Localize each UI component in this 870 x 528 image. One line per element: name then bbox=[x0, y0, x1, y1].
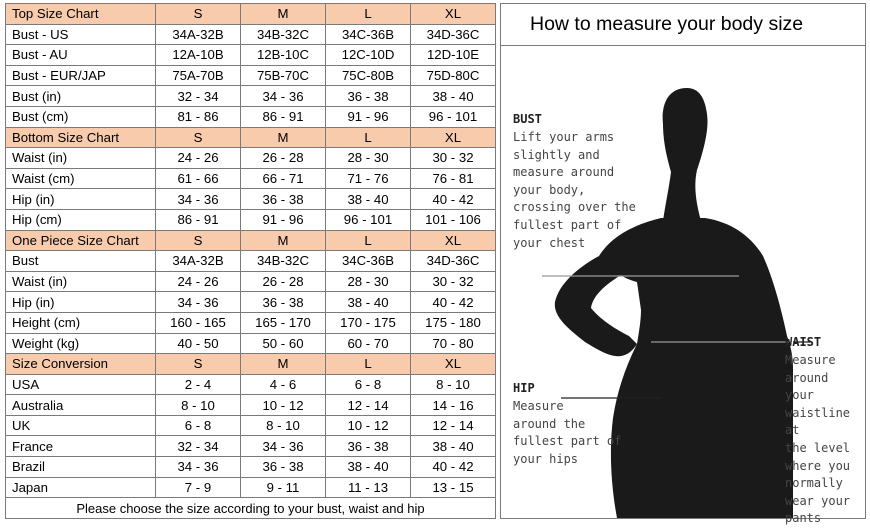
table-row bbox=[6, 395, 496, 416]
size-chart-body bbox=[6, 4, 496, 519]
size-value-cell: 26 - 28 bbox=[241, 148, 326, 169]
size-value-cell: 40 - 42 bbox=[411, 189, 496, 210]
row-label: Waist (cm) bbox=[6, 168, 156, 189]
row-label: Bust - EUR/JAP bbox=[6, 65, 156, 86]
row-label: UK bbox=[6, 415, 156, 436]
size-value-cell: 66 - 71 bbox=[241, 168, 326, 189]
size-value-cell: 40 - 50 bbox=[156, 333, 241, 354]
size-value-cell: 36 - 38 bbox=[326, 436, 411, 457]
table-row bbox=[6, 106, 496, 127]
size-header-xl: XL bbox=[411, 354, 496, 375]
size-value-cell: 40 - 42 bbox=[411, 457, 496, 478]
footer-note: Please choose the size according to your bust, waist and hip bbox=[6, 498, 496, 519]
table-row bbox=[6, 457, 496, 478]
row-label: Height (cm) bbox=[6, 312, 156, 333]
size-value-cell: 12 - 14 bbox=[326, 395, 411, 416]
footer-row bbox=[6, 498, 496, 519]
row-label: Bust (cm) bbox=[6, 106, 156, 127]
size-value-cell: 75D-80C bbox=[411, 65, 496, 86]
size-value-cell: 14 - 16 bbox=[411, 395, 496, 416]
size-value-cell: 86 - 91 bbox=[241, 106, 326, 127]
size-value-cell: 32 - 34 bbox=[156, 436, 241, 457]
size-header-xl: XL bbox=[411, 4, 496, 25]
table-row bbox=[6, 271, 496, 292]
size-header-xl: XL bbox=[411, 230, 496, 251]
row-label: Hip (in) bbox=[6, 189, 156, 210]
table-row bbox=[6, 168, 496, 189]
table-row bbox=[6, 312, 496, 333]
size-value-cell: 101 - 106 bbox=[411, 209, 496, 230]
size-value-cell: 175 - 180 bbox=[411, 312, 496, 333]
size-value-cell: 75B-70C bbox=[241, 65, 326, 86]
size-value-cell: 76 - 81 bbox=[411, 168, 496, 189]
size-chart-table bbox=[5, 3, 496, 519]
size-value-cell: 34 - 36 bbox=[156, 189, 241, 210]
size-value-cell: 13 - 15 bbox=[411, 477, 496, 498]
row-label: Japan bbox=[6, 477, 156, 498]
size-value-cell: 50 - 60 bbox=[241, 333, 326, 354]
size-value-cell: 70 - 80 bbox=[411, 333, 496, 354]
size-header-m: M bbox=[241, 127, 326, 148]
table-row bbox=[6, 24, 496, 45]
table-row bbox=[6, 292, 496, 313]
size-value-cell: 36 - 38 bbox=[241, 457, 326, 478]
size-value-cell: 34C-36B bbox=[326, 251, 411, 272]
table-row bbox=[6, 148, 496, 169]
size-header-l: L bbox=[326, 4, 411, 25]
size-header-xl: XL bbox=[411, 127, 496, 148]
table-row bbox=[6, 477, 496, 498]
section-header-row bbox=[6, 127, 496, 148]
row-label: Waist (in) bbox=[6, 148, 156, 169]
size-value-cell: 34 - 36 bbox=[241, 436, 326, 457]
size-value-cell: 34 - 36 bbox=[156, 292, 241, 313]
size-header-s: S bbox=[156, 354, 241, 375]
size-value-cell: 12D-10E bbox=[411, 45, 496, 66]
waist-instructions: Measure around your waistline at the level where you normally wear your pants bbox=[785, 353, 851, 526]
size-value-cell: 2 - 4 bbox=[156, 374, 241, 395]
size-value-cell: 34D-36C bbox=[411, 24, 496, 45]
size-header-s: S bbox=[156, 230, 241, 251]
size-value-cell: 36 - 38 bbox=[241, 189, 326, 210]
row-label: Australia bbox=[6, 395, 156, 416]
size-value-cell: 36 - 38 bbox=[326, 86, 411, 107]
hip-instructions: Measure around the fullest part of your hips bbox=[513, 399, 622, 466]
size-value-cell: 24 - 26 bbox=[156, 148, 241, 169]
table-row bbox=[6, 45, 496, 66]
section-title: Bottom Size Chart bbox=[6, 127, 156, 148]
size-value-cell: 160 - 165 bbox=[156, 312, 241, 333]
size-value-cell: 8 - 10 bbox=[241, 415, 326, 436]
size-value-cell: 6 - 8 bbox=[156, 415, 241, 436]
size-value-cell: 86 - 91 bbox=[156, 209, 241, 230]
size-value-cell: 34A-32B bbox=[156, 24, 241, 45]
size-header-s: S bbox=[156, 127, 241, 148]
size-value-cell: 12C-10D bbox=[326, 45, 411, 66]
table-row bbox=[6, 209, 496, 230]
size-value-cell: 38 - 40 bbox=[326, 189, 411, 210]
size-value-cell: 28 - 30 bbox=[326, 271, 411, 292]
size-value-cell: 30 - 32 bbox=[411, 271, 496, 292]
size-value-cell: 34B-32C bbox=[241, 251, 326, 272]
size-value-cell: 10 - 12 bbox=[326, 415, 411, 436]
size-value-cell: 26 - 28 bbox=[241, 271, 326, 292]
size-value-cell: 38 - 40 bbox=[411, 436, 496, 457]
size-value-cell: 7 - 9 bbox=[156, 477, 241, 498]
size-value-cell: 34C-36B bbox=[326, 24, 411, 45]
size-header-l: L bbox=[326, 127, 411, 148]
table-row bbox=[6, 86, 496, 107]
size-value-cell: 71 - 76 bbox=[326, 168, 411, 189]
size-value-cell: 11 - 13 bbox=[326, 477, 411, 498]
waist-heading: WAIST bbox=[785, 335, 822, 349]
size-header-m: M bbox=[241, 354, 326, 375]
row-label: Weight (kg) bbox=[6, 333, 156, 354]
size-value-cell: 38 - 40 bbox=[326, 292, 411, 313]
section-title: Top Size Chart bbox=[6, 4, 156, 25]
table-row bbox=[6, 415, 496, 436]
row-label: France bbox=[6, 436, 156, 457]
table-row bbox=[6, 189, 496, 210]
table-row bbox=[6, 374, 496, 395]
table-row bbox=[6, 436, 496, 457]
size-header-m: M bbox=[241, 4, 326, 25]
section-title: Size Conversion bbox=[6, 354, 156, 375]
size-value-cell: 81 - 86 bbox=[156, 106, 241, 127]
section-title: One Piece Size Chart bbox=[6, 230, 156, 251]
size-value-cell: 38 - 40 bbox=[326, 457, 411, 478]
row-label: Hip (in) bbox=[6, 292, 156, 313]
row-label: Brazil bbox=[6, 457, 156, 478]
size-header-s: S bbox=[156, 4, 241, 25]
size-value-cell: 12B-10C bbox=[241, 45, 326, 66]
size-value-cell: 32 - 34 bbox=[156, 86, 241, 107]
row-label: Bust - AU bbox=[6, 45, 156, 66]
row-label: Bust - US bbox=[6, 24, 156, 45]
size-header-l: L bbox=[326, 230, 411, 251]
size-value-cell: 91 - 96 bbox=[326, 106, 411, 127]
size-value-cell: 34A-32B bbox=[156, 251, 241, 272]
measure-guide-title: How to measure your body size bbox=[501, 4, 865, 46]
row-label: Bust bbox=[6, 251, 156, 272]
size-value-cell: 96 - 101 bbox=[326, 209, 411, 230]
size-value-cell: 36 - 38 bbox=[241, 292, 326, 313]
size-value-cell: 91 - 96 bbox=[241, 209, 326, 230]
size-value-cell: 96 - 101 bbox=[411, 106, 496, 127]
table-row bbox=[6, 65, 496, 86]
size-value-cell: 4 - 6 bbox=[241, 374, 326, 395]
size-value-cell: 24 - 26 bbox=[156, 271, 241, 292]
size-value-cell: 75C-80B bbox=[326, 65, 411, 86]
size-value-cell: 34D-36C bbox=[411, 251, 496, 272]
row-label: Hip (cm) bbox=[6, 209, 156, 230]
bust-instructions: Lift your arms slightly and measure around your body, crossing over the fullest part of your chest bbox=[513, 130, 636, 250]
bust-heading: BUST bbox=[513, 112, 542, 126]
section-header-row bbox=[6, 354, 496, 375]
measure-guide-panel bbox=[500, 3, 866, 526]
size-value-cell: 12A-10B bbox=[156, 45, 241, 66]
size-value-cell: 40 - 42 bbox=[411, 292, 496, 313]
row-label: Waist (in) bbox=[6, 271, 156, 292]
size-value-cell: 34 - 36 bbox=[241, 86, 326, 107]
row-label: Bust (in) bbox=[6, 86, 156, 107]
size-value-cell: 61 - 66 bbox=[156, 168, 241, 189]
size-value-cell: 12 - 14 bbox=[411, 415, 496, 436]
table-row bbox=[6, 251, 496, 272]
section-header-row bbox=[6, 230, 496, 251]
size-header-l: L bbox=[326, 354, 411, 375]
size-value-cell: 9 - 11 bbox=[241, 477, 326, 498]
size-value-cell: 38 - 40 bbox=[411, 86, 496, 107]
size-value-cell: 165 - 170 bbox=[241, 312, 326, 333]
size-value-cell: 170 - 175 bbox=[326, 312, 411, 333]
size-value-cell: 34B-32C bbox=[241, 24, 326, 45]
size-header-m: M bbox=[241, 230, 326, 251]
row-label: USA bbox=[6, 374, 156, 395]
hip-heading: HIP bbox=[513, 381, 535, 395]
size-value-cell: 8 - 10 bbox=[156, 395, 241, 416]
size-value-cell: 28 - 30 bbox=[326, 148, 411, 169]
table-row bbox=[6, 333, 496, 354]
section-header-row bbox=[6, 4, 496, 25]
size-value-cell: 75A-70B bbox=[156, 65, 241, 86]
size-value-cell: 30 - 32 bbox=[411, 148, 496, 169]
size-value-cell: 34 - 36 bbox=[156, 457, 241, 478]
size-value-cell: 6 - 8 bbox=[326, 374, 411, 395]
size-value-cell: 60 - 70 bbox=[326, 333, 411, 354]
size-value-cell: 8 - 10 bbox=[411, 374, 496, 395]
size-value-cell: 10 - 12 bbox=[241, 395, 326, 416]
